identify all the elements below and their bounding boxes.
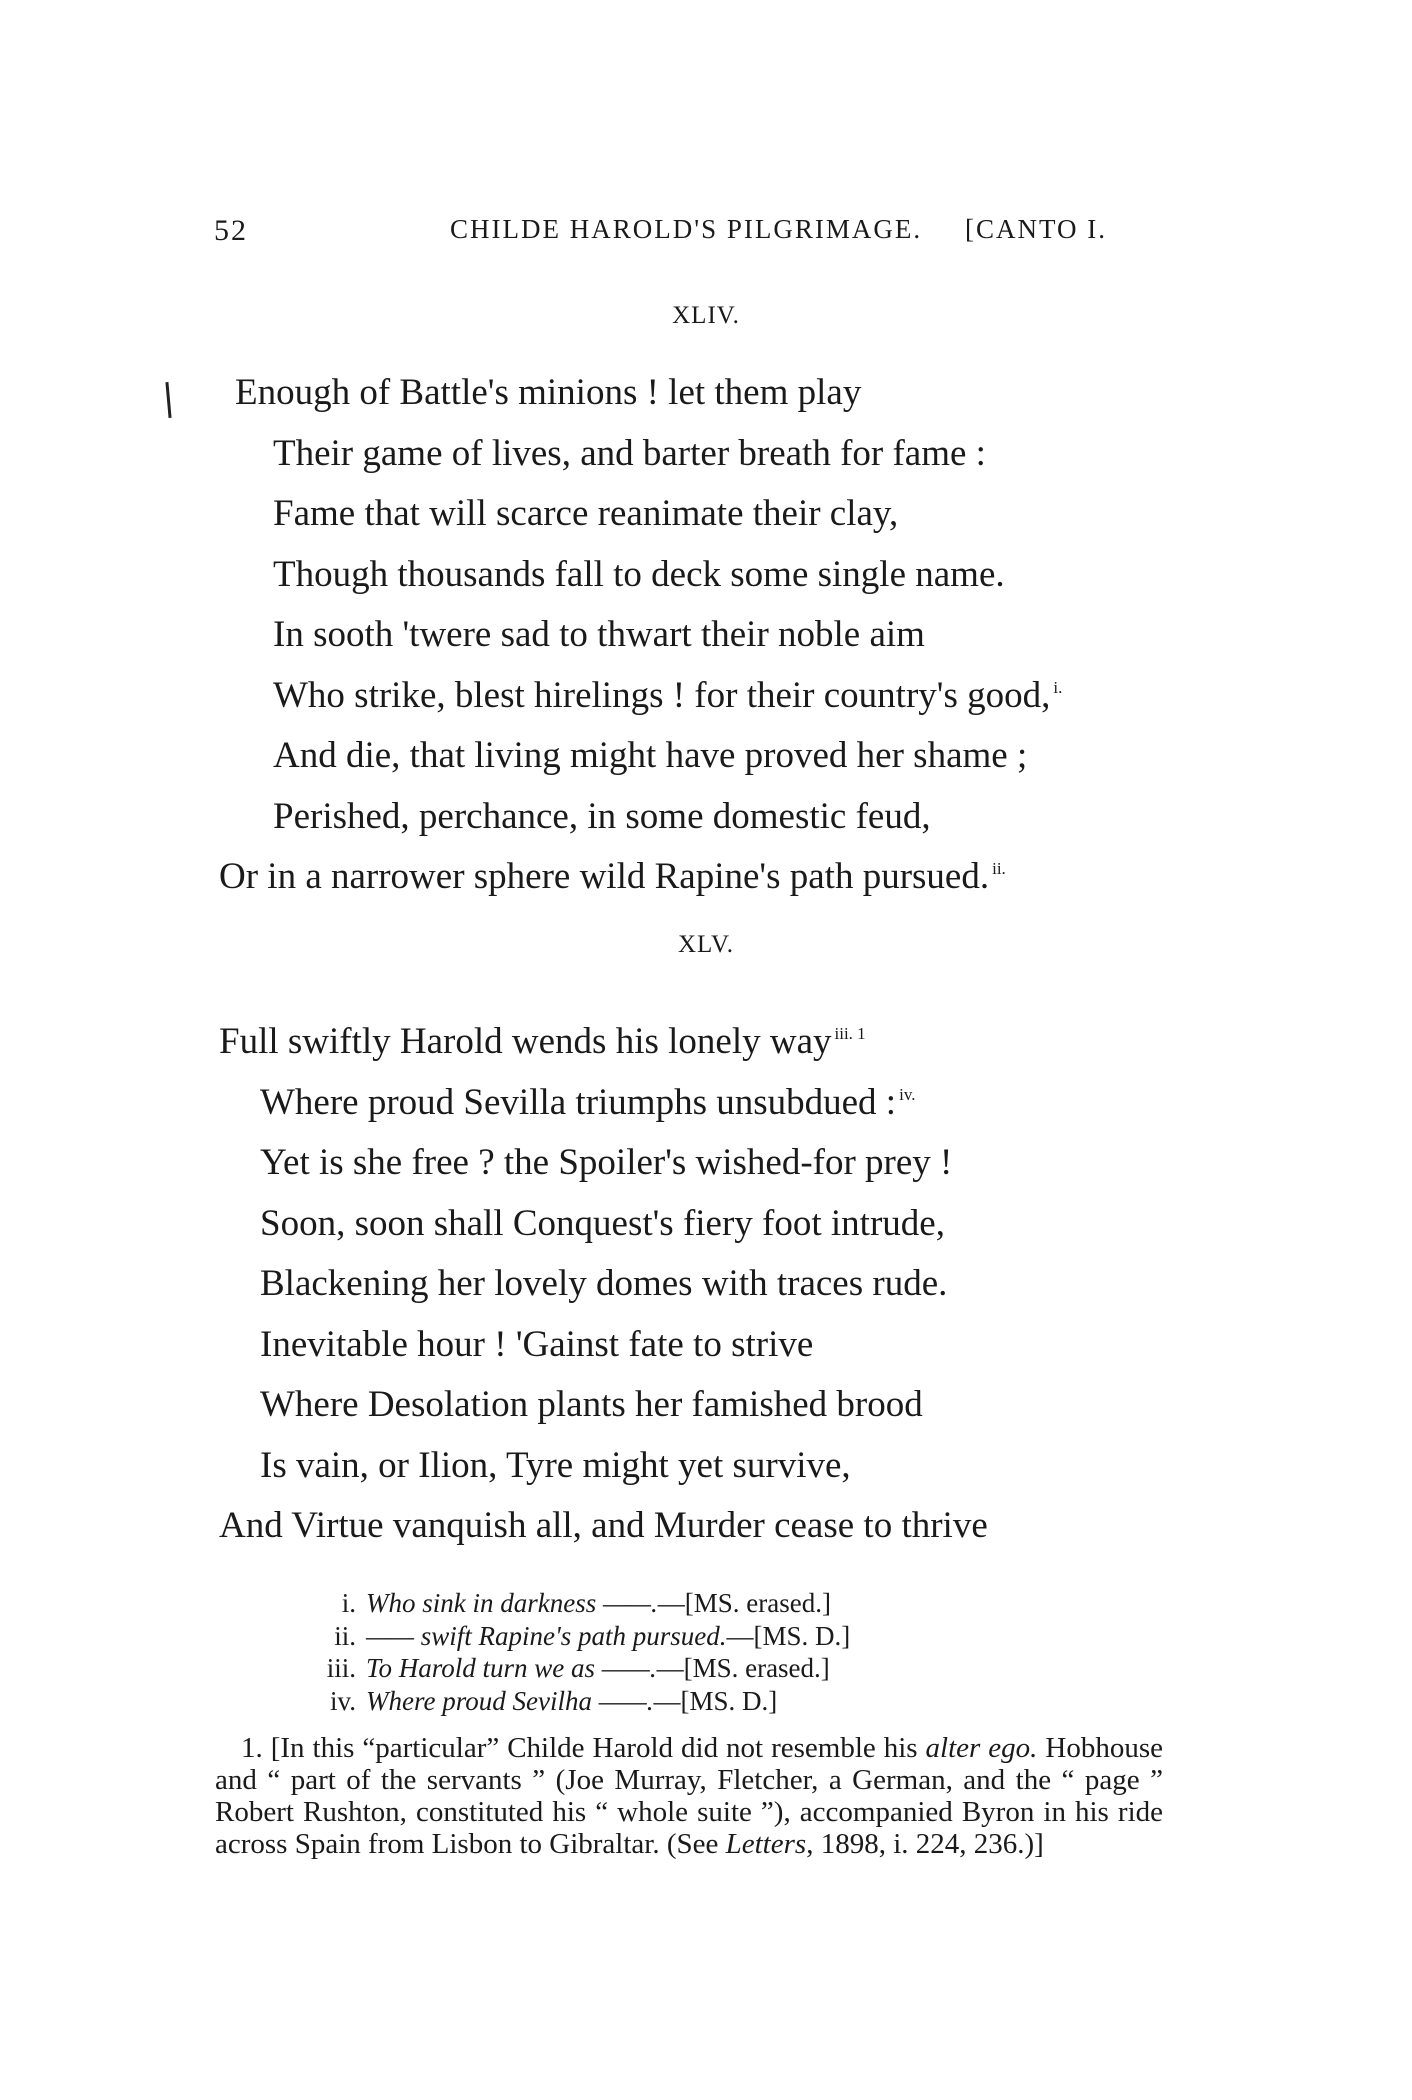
verse-text: Perished, perchance, in some domestic feud, [273, 795, 931, 837]
variant-source: —[MS. D.] [653, 1685, 778, 1716]
variant-source: —[MS. D.] [726, 1620, 851, 1651]
stanza-number: XLIV. [672, 302, 740, 329]
verse-line [273, 734, 1027, 777]
variant-reading [300, 1588, 831, 1619]
verse-text: Inevitable hour ! 'Gainst fate to strive [260, 1323, 814, 1365]
verse-line [260, 1141, 952, 1184]
verse-text: Is vain, or Ilion, Tyre might yet survive, [260, 1444, 851, 1486]
verse-line [260, 1323, 813, 1366]
page-number: 52 [214, 214, 248, 247]
verse-text: In sooth 'twere sad to thwart their noble aim [273, 614, 925, 655]
verse-line [260, 1081, 915, 1124]
footnote-text: 1. [In this “particular” Childe Harold did not resemble his [241, 1732, 926, 1764]
verse-text: Where Desolation plants her famished brood [260, 1384, 923, 1425]
variant-text: Where proud Sevilha ——. [366, 1685, 654, 1716]
verse-text: Fame that will scarce reanimate their clay, [273, 493, 899, 534]
verse-text: Their game of lives, and barter breath for fame : [273, 432, 986, 474]
canto-label: [CANTO I. [965, 214, 1107, 244]
stanza-number: XLV. [677, 931, 735, 958]
variant-marker: iii. 1 [834, 1024, 866, 1043]
verse-line [273, 795, 931, 838]
verse-text: Full swiftly Harold wends his lonely way [219, 1021, 832, 1062]
variant-number: iv. [330, 1685, 356, 1716]
verse-line [219, 1504, 988, 1547]
variant-reading [300, 1686, 777, 1717]
verse-line [273, 432, 986, 475]
footnote-italic: Letters [725, 1828, 807, 1860]
verse-text: Yet is she free ? the Spoiler's wished-for prey ! [260, 1142, 953, 1183]
verse-text: Though thousands fall to deck some single name. [273, 553, 1005, 595]
variant-number: ii. [334, 1620, 356, 1651]
variant-number: i. [341, 1588, 356, 1618]
verse-line [260, 1262, 947, 1305]
footnote-text: , 1898, i. 224, 236.)] [806, 1828, 1044, 1860]
verse-line [260, 1383, 923, 1426]
verse-line [273, 674, 1062, 717]
running-title: CHILDE HAROLD'S PILGRIMAGE. [450, 214, 923, 244]
verse-line [235, 371, 861, 414]
verse-text: Soon, soon shall Conquest's fiery foot intrude, [260, 1202, 945, 1244]
verse-text: Blackening her lovely domes with traces rude. [260, 1263, 948, 1304]
footnote-text: Hobhouse and “ part of the servants ” (Joe Murray, Fletcher, a German, and the “ page ” Robert Rushton, constituted his “ whole suite ”), accompanied Byron in his ride across Spain from Lisbon to Gibraltar. (See [215, 1732, 1163, 1860]
variant-text: To Harold turn we as ——. [366, 1653, 657, 1683]
variant-source: —[MS. erased.] [657, 1588, 831, 1618]
verse-text: Or in a narrower sphere wild Rapine's path pursued. [219, 856, 990, 897]
footnote-italic: alter ego. [925, 1732, 1038, 1764]
verse-line [260, 1444, 851, 1487]
verse-line [273, 492, 898, 535]
verse-text: And die, that living might have proved her shame ; [273, 735, 1028, 776]
verse-line [273, 553, 1005, 596]
variant-reading [300, 1653, 830, 1684]
verse-line [219, 855, 1006, 898]
verse-text: Where proud Sevilla triumphs unsubdued : [260, 1081, 897, 1123]
variant-marker: iv. [899, 1084, 916, 1104]
verse-text: Who strike, blest hirelings ! for their country's good, [273, 674, 1051, 716]
verse-line [219, 1020, 866, 1063]
variant-number: iii. [326, 1653, 356, 1683]
verse-line [273, 613, 925, 656]
variant-marker: i. [1053, 677, 1063, 697]
variant-text: Who sink in darkness ——. [366, 1588, 658, 1618]
verse-line [260, 1202, 945, 1245]
variant-text: —— swift Rapine's path pursued. [366, 1620, 727, 1651]
margin-mark [165, 382, 171, 418]
verse-text: Enough of Battle's minions ! let them play [235, 372, 862, 413]
variant-source: —[MS. erased.] [656, 1653, 830, 1683]
verse-text: And Virtue vanquish all, and Murder cease to thrive [219, 1505, 988, 1546]
variant-reading [300, 1621, 850, 1652]
variant-marker: ii. [992, 859, 1006, 878]
footnote [215, 1732, 1163, 1860]
